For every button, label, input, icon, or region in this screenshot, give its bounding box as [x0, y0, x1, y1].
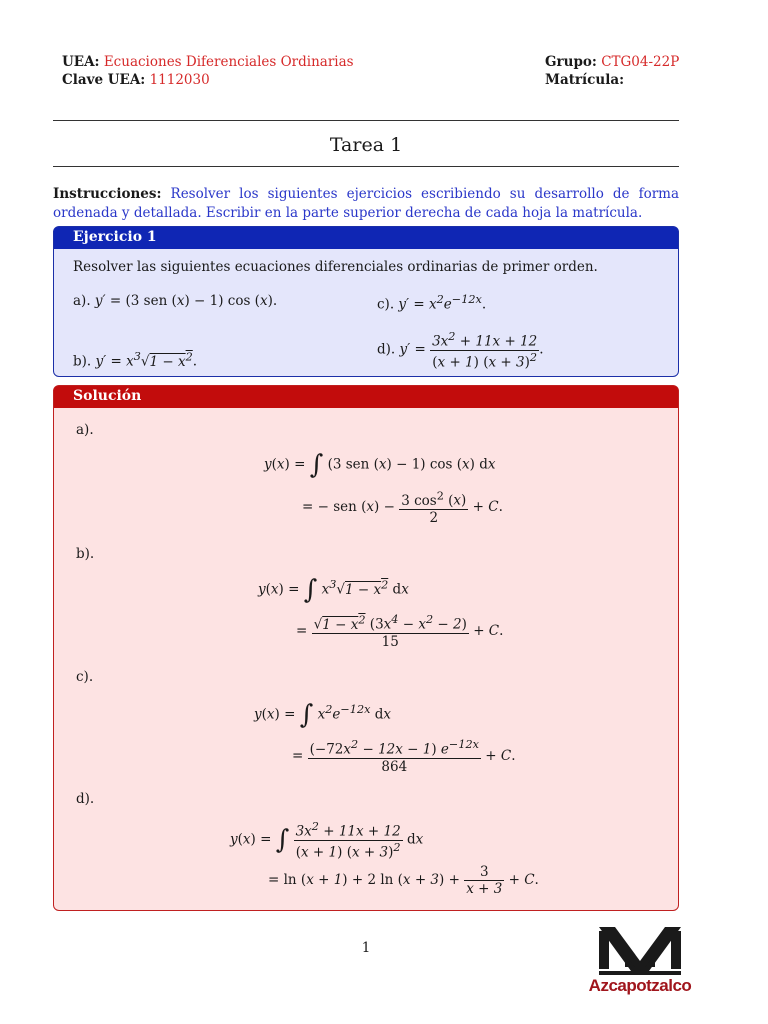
- solution-a-line1: y(x) = ∫ (3 sen (x) − 1) cos (x) dx: [264, 450, 496, 480]
- grupo-label: Grupo:: [545, 54, 597, 70]
- solution-b-label: b).: [76, 546, 95, 562]
- exercise-item-b: b). $y' = x^3√1 - x^2$.: [73, 350, 198, 370]
- instructions-label: Instrucciones:: [53, 186, 162, 202]
- grupo-line: [545, 53, 679, 71]
- logo-text: Azcapotzalco: [588, 976, 692, 995]
- exercise-title: Ejercicio 1: [73, 229, 157, 245]
- grupo-value: CTG04-22P: [601, 54, 680, 70]
- top-rule: [53, 120, 679, 121]
- exercise-intro: Resolver las siguientes ecuaciones diferenciales ordinarias de primer orden.: [73, 259, 598, 275]
- exercise-item-a: a). y′ = (3 sen (x) − 1) cos (x).: [73, 293, 278, 309]
- exercise-box: [53, 226, 679, 377]
- instructions-text: Resolver los siguientes ejercicios escribiendo su desarrollo de forma ordenada y detallada. Escribir en la parte superior derecha de cada hoja la matrícula.: [53, 186, 680, 221]
- solution-c-label: c).: [76, 669, 94, 685]
- solution-title: Solución: [73, 388, 142, 404]
- exercise-item-d: d). y′ = $\frac{3x^2 + 11x + 12}{(x + 1) (x + 3)^2}$ .: [377, 330, 544, 370]
- clave-line: [62, 71, 354, 89]
- page-title: Tarea 1: [329, 134, 403, 156]
- page-number: 1: [361, 940, 371, 956]
- solution-a-label: a).: [76, 422, 94, 438]
- solution-c-line1: y(x) = ∫ $x^2e^{-12x}$ dx: [254, 700, 392, 730]
- exercise-header: [54, 227, 678, 249]
- solution-box: [53, 385, 679, 911]
- solution-d-line2: = ln (x + 1) + 2 ln (x + 3) + $\frac{3}{x + 3}$ + C.: [268, 864, 539, 897]
- header-right: [545, 53, 679, 89]
- matricula-line: [545, 71, 679, 89]
- solution-a-line2: = − sen (x) − $\frac{3 \cos^2 (x)}{2}$ + C.: [302, 489, 503, 526]
- uea-label: UEA:: [62, 54, 100, 70]
- exercise-item-c: c). $y' = x^2e^{-12x}$.: [377, 293, 487, 313]
- matricula-label: Matrícula:: [545, 72, 625, 88]
- solution-header: [54, 386, 678, 408]
- solution-c-line2: = $\frac{(-72x^2 - 12x - 1) e^{-12x}}{864}$ + C.: [292, 738, 516, 775]
- title-rule: [53, 166, 679, 167]
- clave-value: 1112030: [149, 72, 210, 88]
- header-left: [62, 53, 354, 89]
- uea-line: [62, 53, 354, 71]
- solution-b-line2: = $\frac{√1 - x^2 (3x^4 - x^2 - 2)}{15}$ + C.: [296, 613, 504, 650]
- solution-d-label: d).: [76, 791, 95, 807]
- instructions: [53, 185, 679, 223]
- solution-b-line1: y(x) = ∫ $x^3√1 - x^2$ dx: [258, 575, 409, 605]
- uea-value: Ecuaciones Diferenciales Ordinarias: [103, 54, 354, 70]
- solution-d-line1: y(x) = ∫ $\frac{3x^2 + 11x + 12}{(x + 1) (x + 3)^2}$ dx: [230, 820, 424, 860]
- clave-label: Clave UEA:: [62, 72, 146, 88]
